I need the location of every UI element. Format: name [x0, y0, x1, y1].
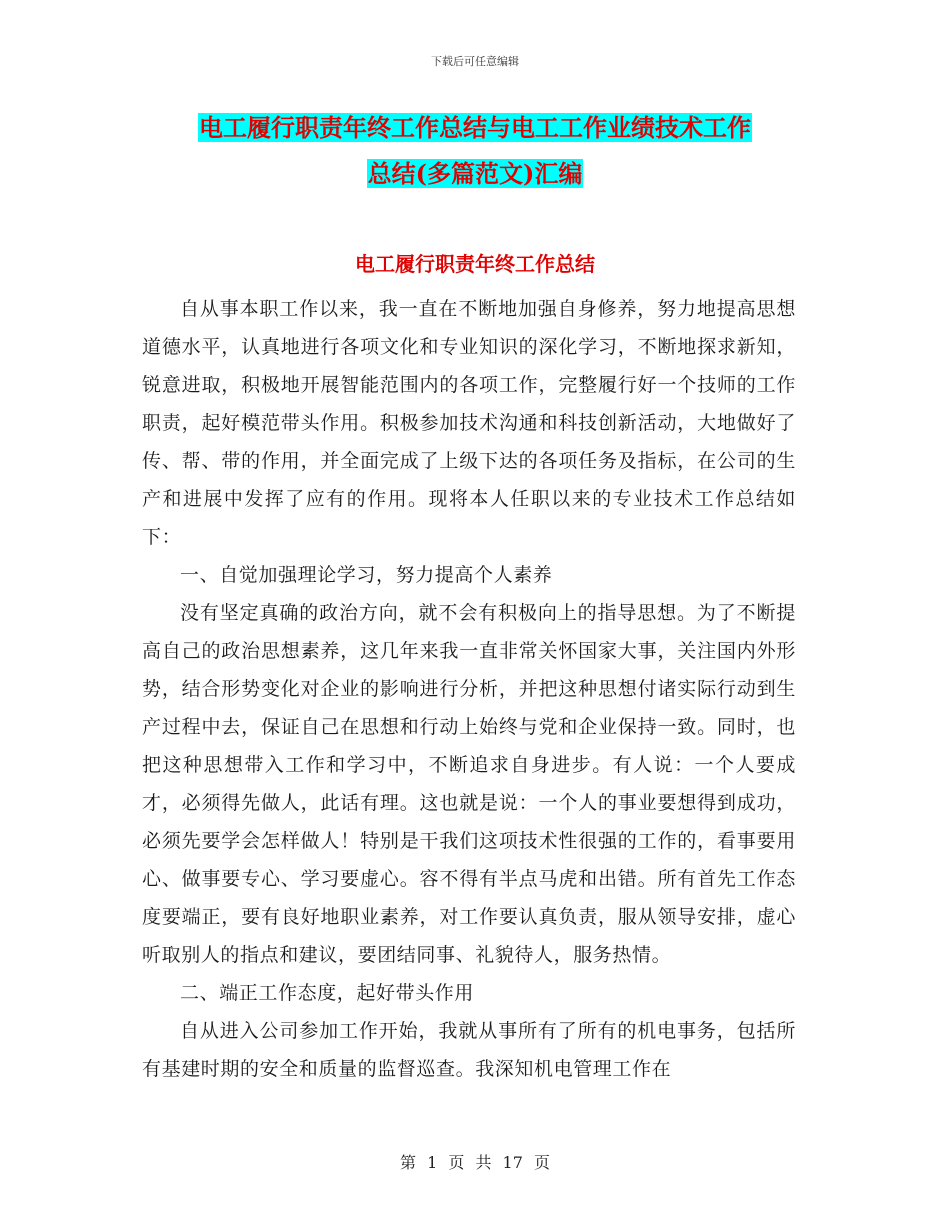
- heading-two: 二、端正工作态度，起好带头作用: [180, 982, 475, 1004]
- paragraph-intro: 自从事本职工作以来，我一直在不断地加强自身修养，努力地提高思想道德水平，认真地进行各项文化和专业知识的深化学习，不断地探求新知，锐意进取，积极地开展智能范围内的各项工作，完整履行好一个技师的工作职责，起好模范带头作用。积极参加技术沟通和科技创新活动，大地做好了传、帮、带的作用，并全面完成了上级下达的各项任务及指标，在公司的生产和进展中发挥了应有的作用。现将本人任职以来的专业技术工作总结如下：: [142, 298, 796, 548]
- header-note: 下载后可任意编辑: [431, 55, 519, 68]
- paragraph-one: 没有坚定真确的政治方向，就不会有积极向上的指导思想。为了不断提高自己的政治思想素养，这几年来我一直非常关怀国家大事，关注国内外形势，结合形势变化对企业的影响进行分析，并把这种思想付诸实际行动到生产过程中去，保证自己在思想和行动上始终与党和企业保持一致。同时，也把这种思想带入工作和学习中，不断追求自身进步。有人说：一个人要成才，必须得先做人，此话有理。这也就是说：一个人的事业要想得到成功，必须先要学会怎样做人！特别是干我们这项技术性很强的工作的，看事要用心、做事要专心、学习要虚心。容不得有半点马虎和出错。所有首先工作态度要端正，要有良好地职业素养，对工作要认真负责，服从领导安排，虚心听取别人的指点和建议，要团结同事、礼貌待人，服务热情。: [142, 602, 796, 966]
- title-highlight-1: 电工履行职责年终工作总结与电工工作业绩技术工作: [199, 113, 751, 142]
- paragraph-two: 自从进入公司参加工作开始，我就从事所有了所有的机电事务，包括所有基建时期的安全和质量的监督巡查。我深知机电管理工作在: [142, 1020, 796, 1080]
- heading-one: 一、自觉加强理论学习，努力提高个人素养: [180, 564, 553, 586]
- page-footer: 第 1 页 共 17 页: [400, 1153, 550, 1172]
- title-highlight-2: 总结(多篇范文)汇编: [367, 159, 583, 188]
- document-title-line-1: [140, 110, 810, 146]
- section-title: 电工履行职责年终工作总结: [355, 252, 595, 276]
- document-body: [142, 290, 796, 1088]
- document-title-line-2: [140, 156, 810, 192]
